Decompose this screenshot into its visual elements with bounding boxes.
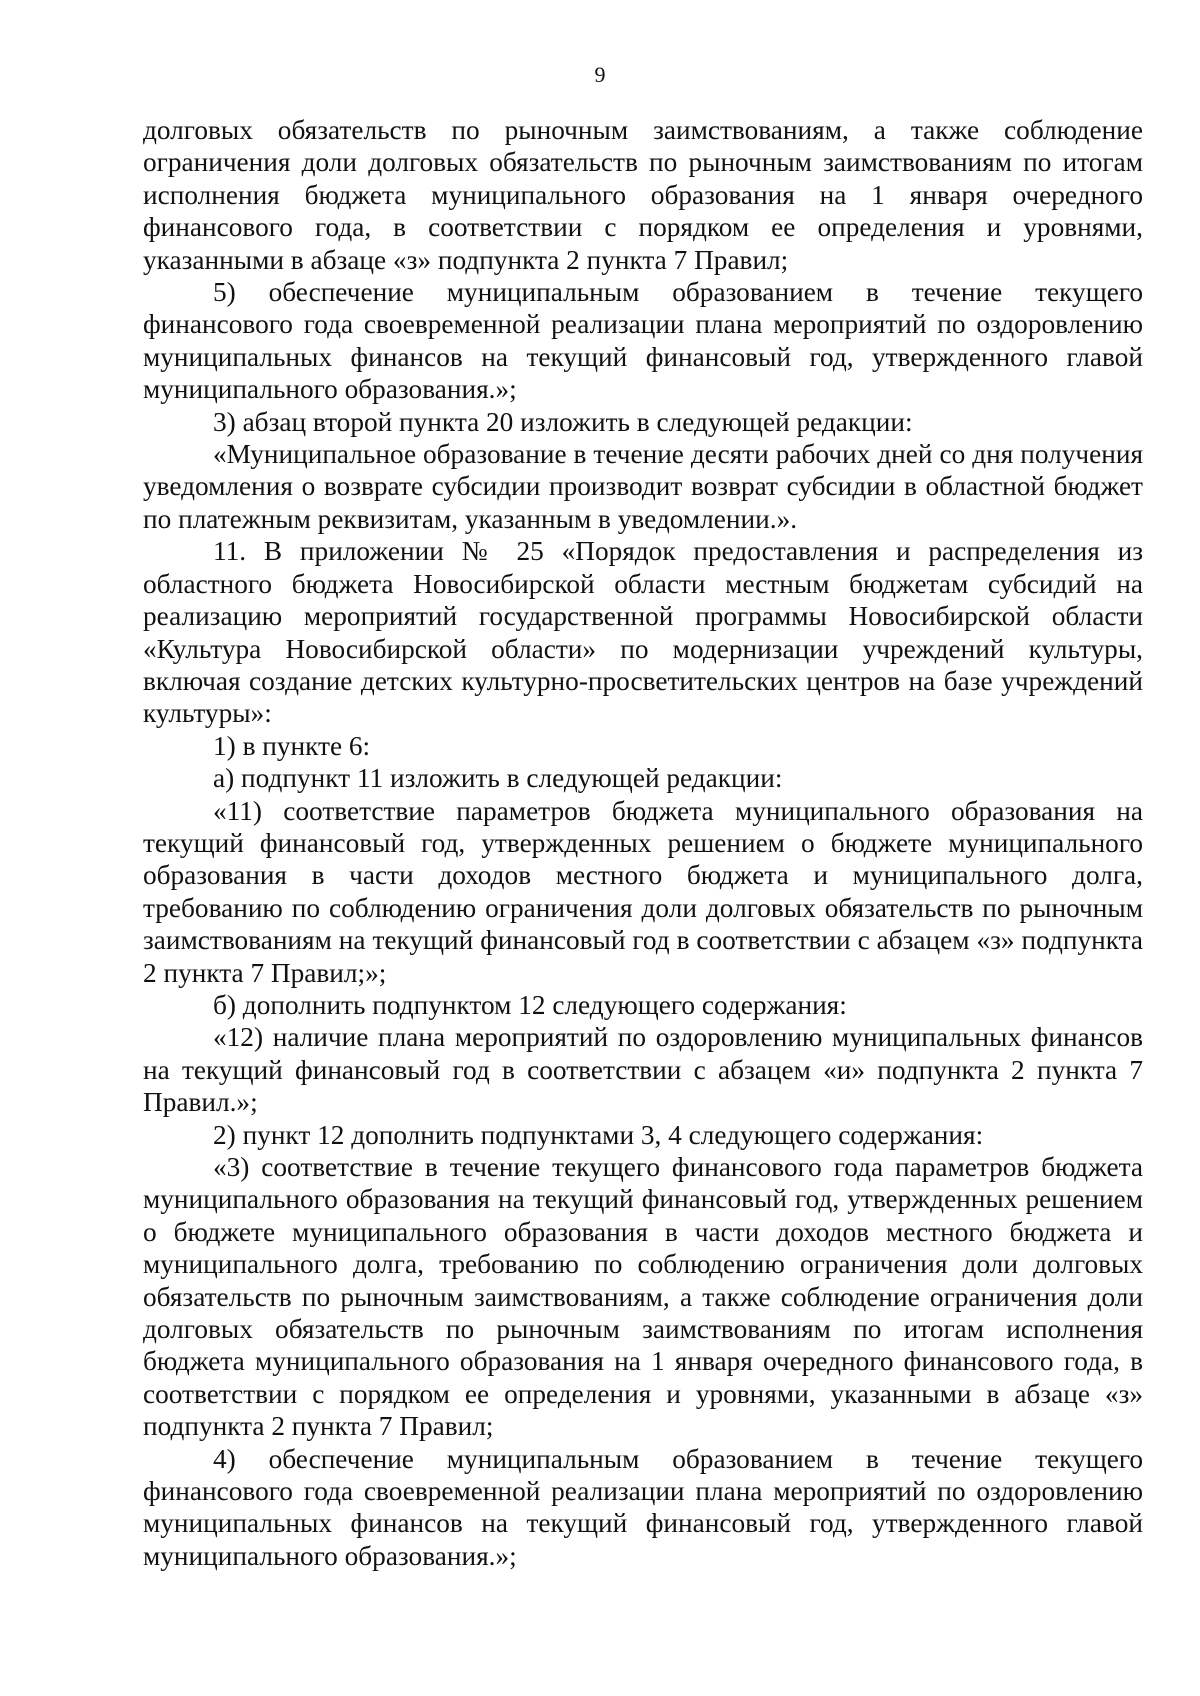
paragraph-subpoint-12: «12) наличие плана мероприятий по оздоровлению муниципальных финансов на текущий финансовый год в соответствии с абзацем «и» подпункта 2 пункта 7 Правил.»; [143, 1022, 1143, 1118]
paragraph-item-3: 3) абзац второй пункта 20 изложить в следующей редакции: [213, 406, 913, 437]
paragraph-subpoint-4: 4) обеспечение муниципальным образованием в течение текущего финансового года своевременной реализации плана мероприятий по оздоровлению муниципальных финансов на текущий финансовый год, утвержденного главой муниципального образования.»; [143, 1443, 1143, 1571]
paragraph-item-1: 1) в пункте 6: [213, 730, 371, 761]
paragraph-1-continuation: долговых обязательств по рыночным заимствованиям, а также соблюдение ограничения доли долговых обязательств по рыночным заимствованиям по итогам исполнения бюджета муниципального образования на 1 января очередного финансового года, в соответствии с порядком ее определения и уровнями, указанными в абзаце «з» подпункта 2 пункта 7 Правил; [143, 115, 1143, 275]
document-body [143, 114, 1143, 1572]
paragraph-item-2: 2) пункт 12 дополнить подпунктами 3, 4 следующего содержания: [213, 1119, 984, 1150]
page-number: 9 [594, 62, 606, 87]
paragraph-subpoint-5: 5) обеспечение муниципальным образованием в течение текущего финансового года своевременной реализации плана мероприятий по оздоровлению муниципальных финансов на текущий финансовый год, утвержденного главой муниципального образования.»; [143, 277, 1143, 405]
paragraph-subitem-b: б) дополнить подпунктом 12 следующего содержания: [213, 989, 847, 1020]
paragraph-subpoint-11: «11) соответствие параметров бюджета муниципального образования на текущий финансовый год, утвержденных решением о бюджете муниципального образования в части доходов местного бюджета и муниципального долга, требованию по соблюдению ограничения доли долговых обязательств по рыночным заимствованиям на текущий финансовый год в соответствии с абзацем «з» подпункта 2 пункта 7 Правил;»; [143, 795, 1143, 988]
paragraph-subitem-a: а) подпункт 11 изложить в следующей редакции: [213, 763, 783, 794]
paragraph-section-11: 11. В приложении № 25 «Порядок предоставления и распределения из областного бюджета Новосибирской области местным бюджетам субсидий на реализацию мероприятий государственной программы Новосибирской области «Культура Новосибирской области» по модернизации учреждений культуры, включая создание детских культурно-просветительских центров на базе учреждений культуры»: [143, 536, 1143, 729]
paragraph-quoted-text: «Муниципальное образование в течение десяти рабочих дней со дня получения уведомления о возврате субсидии производит возврат субсидии в областной бюджет по платежным реквизитам, указанным в уведомлении.». [143, 439, 1143, 534]
paragraph-subpoint-3: «3) соответствие в течение текущего финансового года параметров бюджета муниципального образования на текущий финансовый год, утвержденных решением о бюджете муниципального образования в части доходов местного бюджета и муниципального долга, требованию по соблюдению ограничения доли долговых обязательств по рыночным заимствованиям, а также соблюдение ограничения доли долговых обязательств по рыночным заимствованиям по итогам исполнения бюджета муниципального образования на 1 января очередного финансового года, в соответствии с порядком ее определения и уровнями, указанными в абзаце «з» подпункта 2 пункта 7 Правил; [143, 1152, 1143, 1442]
